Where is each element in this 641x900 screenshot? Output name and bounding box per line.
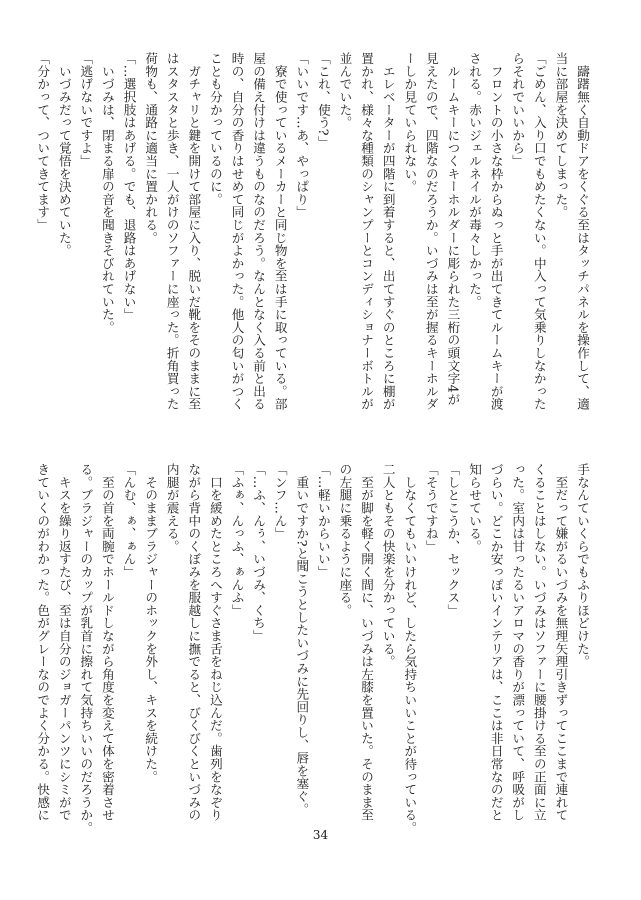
text-line: ながら背中のくぼみを服越しに撫でると、びくびくといづみの (186, 463, 202, 822)
text-line: 「ごめん、入り口でもめたくない。中入って気乗りしなかった (531, 52, 547, 411)
text-line: くることはしない。いづみはソファーに腰掛ける至の正面に立 (531, 463, 547, 822)
text-line: ことも分かっているのに。 (207, 52, 223, 206)
text-line: 「…選択肢はあげる。でも、退路はあげない」 (121, 52, 137, 321)
text-line: 躊躇無く自動ドアをくぐる至はタッチパネルを操作して、適 (575, 52, 590, 411)
text-line: 「…ふ、んぅ、いづみ、くち」 (251, 463, 267, 643)
text-line: 「ンフ…ん」 (272, 463, 288, 540)
text-line: 「…軽いからいい」 (315, 463, 331, 579)
text-line: エレベーターが四階に到着すると、出てすぐのところに棚が (380, 52, 396, 411)
text-line: そのままブラジャーのホックを外し、キスを続けた。 (143, 463, 159, 783)
text-line: フロントの小さな枠からぬっと手が出てきてルームキーが渡 (488, 52, 504, 411)
text-line: 手なんていくらでもふりほどけた。 (575, 463, 590, 668)
text-line: 「んむ、ぁ、ぁん」 (121, 463, 137, 579)
text-line: る。ブラジャーのカップが乳首に擦れて気持ちいいのだろうか。 (78, 463, 94, 835)
text-line: 寮で使っているメーカーと同じ物を至は手に取っている。部 (272, 52, 288, 411)
text-line: 「ふぁ、んっふ、ぁんふ」 (229, 463, 245, 617)
text-line: される。赤いジェルネイルが毒々しかった。 (467, 52, 483, 308)
text-line: 当に部屋を決めてしまった。 (553, 52, 569, 219)
text-line: った。室内は甘ったるいアロマの香りが漂っていて、呼吸がし (510, 463, 526, 822)
text-line: 至が脚を軽く開く間に、いづみは左膝を置いた。そのまま至 (359, 463, 375, 822)
text-line: ルームキーにつくキーホルダーに彫られた三桁の頭文字4が (445, 52, 461, 406)
text-line: 内腿が震える。 (164, 463, 180, 553)
text-line: 二人ともその快楽を分かっている。 (380, 463, 396, 668)
text-line: きていくのがわかった。色がグレーなのでよく分かる。快感に (35, 463, 51, 822)
text-line: 屋の備え付けは違うものなのだろう。なんとなく入る前と出る (251, 52, 267, 411)
text-line: いづみだって覚悟を決めていた。 (56, 52, 72, 257)
text-line: 「これ、使う?」 (315, 52, 331, 149)
text-line: 「そうですね」 (423, 463, 439, 553)
text-line: 時の、自分の香りはせめて同じがよかった。他人の匂いがつく (229, 52, 245, 411)
text-line: キスを繰り返すたび、至は自分のジョガーパンツにシミがで (56, 463, 72, 822)
text-line: 知らせている。 (467, 463, 483, 553)
text-line: 荷物も、通路に適当に置かれる。 (143, 52, 159, 244)
text-line: 重いですか?と聞こうとしたいづみに先回りし、唇を塞ぐ。 (294, 463, 310, 816)
text-line: らそれでいいから」 (510, 52, 526, 168)
text-line: ガチャリと鍵を開けて部屋に入り、脱いだ靴をそのままに至 (186, 52, 202, 411)
text-line: 「いいです…あ、やっぱり」 (294, 52, 310, 219)
text-line: 「しとこうか、セックス」 (445, 463, 461, 617)
text-line: づらい。どこか安っぽいインテリアは、ここは非日常なのだと (488, 463, 504, 822)
text-line: しなくてもいいけれど、したら気持ちいいことが待っている。 (402, 463, 418, 835)
text-line: 至だって嫌がるいづみを無理矢理引きずってここまで連れて (553, 463, 569, 822)
text-line: の左腿に乗るように座る。 (337, 463, 353, 617)
text-line: 置かれ、様々な種類のシャンプーとコンディショナーボトルが (359, 52, 375, 411)
text-line: 至の首を両腕でホールドしながら角度を変えて体を密着させ (99, 463, 115, 822)
text-line: 口を緩めたところへすぐさま舌をねじ込んだ。歯列をなぞり (207, 463, 223, 822)
text-line: ーしか見ていられない。 (402, 52, 418, 193)
upper-text-block (32, 52, 593, 411)
text-line: 見えたので、四階なのだろうか。いづみは至が握るキーホルダ (423, 52, 439, 411)
text-line: 並んでいた。 (337, 52, 353, 129)
text-line: いづみは、閉まる扉の音を聞きそびれていた。 (99, 52, 115, 334)
text-line: 「逃げないですよ」 (78, 52, 94, 168)
text-line: 「分かって、ついてきてます」 (35, 52, 51, 232)
page-number: 34 (312, 828, 329, 842)
text-line: はスタスタと歩き、一人がけのソファーに座った。折角買った (164, 52, 180, 411)
